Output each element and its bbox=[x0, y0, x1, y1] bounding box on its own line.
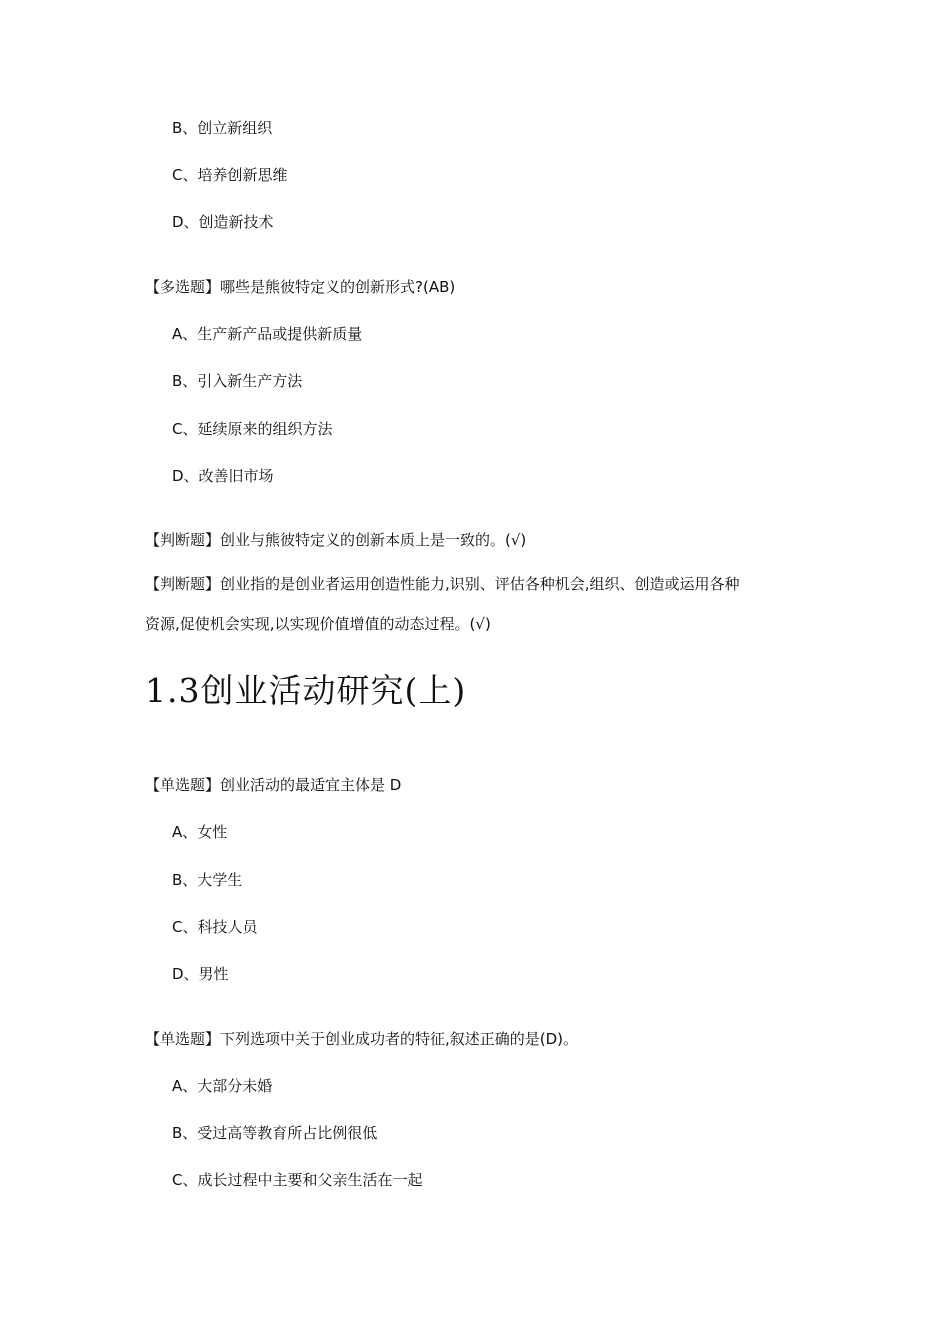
question-true-false: 【判断题】创业与熊彼特定义的创新本质上是一致的。(√) bbox=[145, 531, 527, 549]
option-d: D、改善旧市场 bbox=[172, 467, 274, 485]
option-a: A、生产新产品或提供新质量 bbox=[172, 325, 363, 343]
option-c: C、延续原来的组织方法 bbox=[172, 420, 333, 438]
question-true-false-line2: 资源,促使机会实现,以实现价值增值的动态过程。(√) bbox=[145, 615, 491, 633]
option-b: B、引入新生产方法 bbox=[172, 372, 303, 390]
option-b: B、受过高等教育所占比例很低 bbox=[172, 1124, 378, 1142]
option-a: A、大部分未婚 bbox=[172, 1077, 273, 1095]
question-single-choice: 【单选题】下列选项中关于创业成功者的特征,叙述正确的是(D)。 bbox=[145, 1030, 579, 1048]
option-b: B、大学生 bbox=[172, 871, 243, 889]
section-heading: 1.3创业活动研究(上) bbox=[145, 671, 467, 710]
option-c: C、成长过程中主要和父亲生活在一起 bbox=[172, 1171, 423, 1189]
option-d: D、创造新技术 bbox=[172, 213, 274, 231]
question-true-false-line1: 【判断题】创业指的是创业者运用创造性能力,识别、评估各种机会,组织、创造或运用各种 bbox=[145, 575, 740, 593]
option-c: C、培养创新思维 bbox=[172, 166, 288, 184]
option-b: B、创立新组织 bbox=[172, 119, 273, 137]
question-single-choice: 【单选题】创业活动的最适宜主体是 D bbox=[145, 776, 402, 794]
question-multi-choice: 【多选题】哪些是熊彼特定义的创新形式?(AB) bbox=[145, 278, 456, 296]
option-c: C、科技人员 bbox=[172, 918, 258, 936]
option-d: D、男性 bbox=[172, 965, 229, 983]
option-a: A、女性 bbox=[172, 823, 228, 841]
